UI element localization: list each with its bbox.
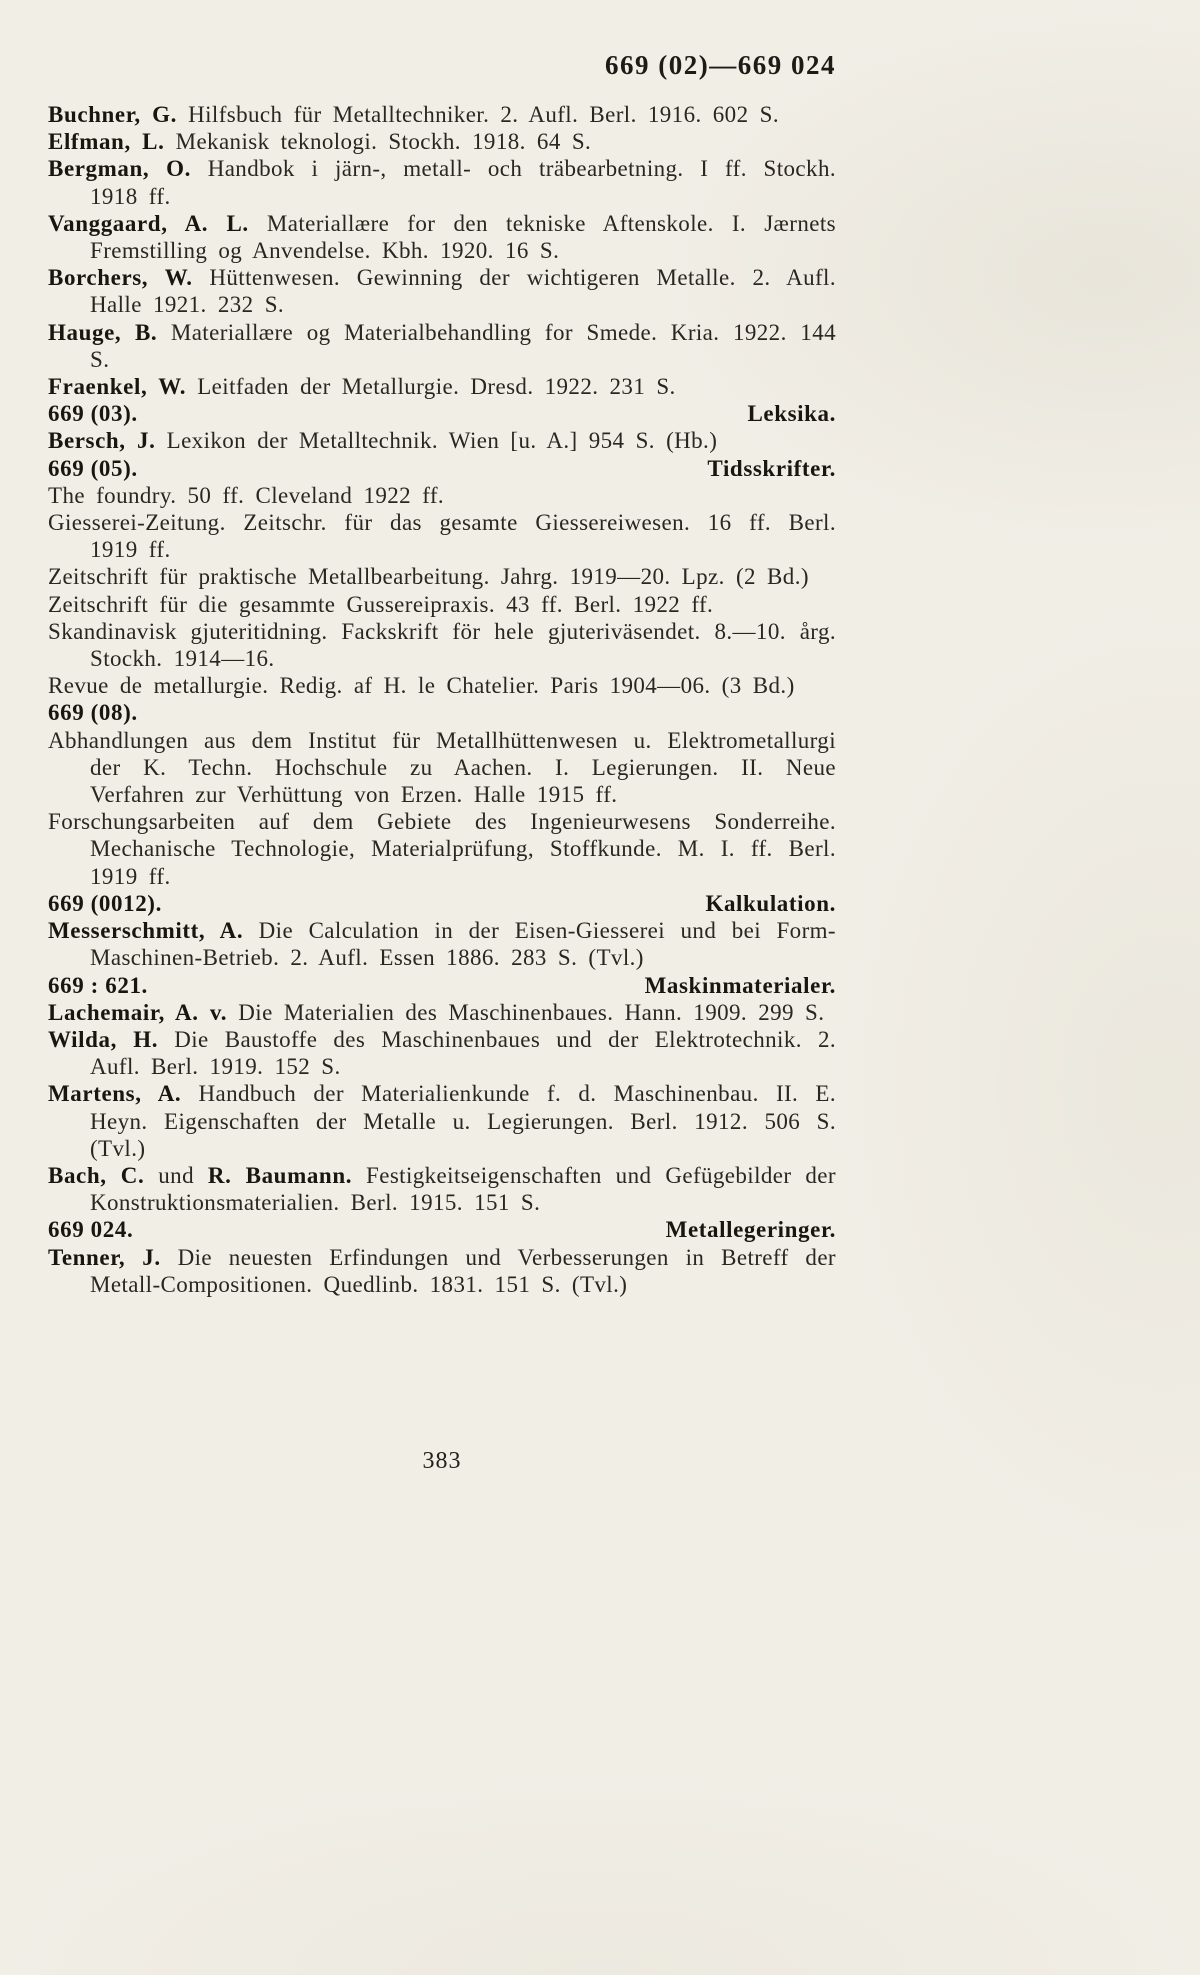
entry-text: Giesserei-Zeitung. Zeitschr. für das gesamte Giessereiwesen. 16 ff. Berl. 1919 ff. [48,510,836,563]
section-heading [48,400,836,427]
entry-text: Hilfsbuch für Metalltechniker. 2. Aufl. Berl. 1916. 602 S. [176,102,779,127]
bibliography-entry [48,591,836,618]
section-number: 669 : 621. [48,972,148,998]
section-number: 669 (05). [48,455,138,481]
bibliography-entry [48,1026,836,1080]
bibliography-entry [48,808,836,890]
entry-text: Zeitschrift für die gesammte Gussereipraxis. 43 ff. Berl. 1922 ff. [48,591,714,617]
entry-author: Buchner, G. [48,102,177,127]
bibliography-entry [48,1244,836,1298]
bibliography-entry [48,101,836,128]
entry-text: Hüttenwesen. Gewinning der wichtigeren Metalle. 2. Aufl. Halle 1921. 232 S. [90,265,836,318]
entry-text: Revue de metallurgie. Redig. af H. le Chatelier. Paris 1904—06. (3 Bd.) [48,673,795,699]
entry-text: Handbok i järn-, metall- och träbearbetning. I ff. Stockh. 1918 ff. [90,156,836,209]
section-number: 669 (0012). [48,890,162,916]
entry-text: Lexikon der Metalltechnik. Wien [u. A.] 954 S. (Hb.) [155,428,718,454]
entry-text: Leitfaden der Metallurgie. Dresd. 1922. 231 S. [186,374,676,400]
entry-author: Bergman, O. [48,156,191,182]
entry-text: Die Baustoffe des Maschinenbaues und der Elektrotechnik. 2. Aufl. Berl. 1919. 152 S. [90,1026,837,1080]
section-number: 669 (03). [48,401,138,427]
entry-author: Wilda, H. [48,1026,159,1052]
entry-author: Borchers, W. [48,265,193,291]
bibliography-entry [48,427,836,454]
entry-author: Messerschmitt, A. [48,918,244,944]
entry-text: Die Materialien des Maschinenbaues. Hann. 1909. 299 S. [227,999,825,1025]
page-number: 383 [422,1448,462,1474]
section-number: 669 (08). [48,700,138,726]
bibliography-entry [48,563,836,590]
section-label: Maskinmaterialer. [644,972,836,998]
entry-text: Abhandlungen aus dem Institut für Metallhüttenwesen u. Elektrometallurgi der K. Techn. Hochschule zu Aachen. I. Legierungen. II. Neue Verfahren zur Verhüttung von Erzen. Halle 1915 ff. [48,727,836,808]
section-heading [48,455,836,482]
entry-text: Handbuch der Materialienkunde f. d. Maschinenbau. II. E. Heyn. Eigenschaften der Metalle u. Legierungen. Berl. 1912. 506 S. (Tvl.) [90,1081,837,1161]
entry-text: Festigkeitseigenschaften und Gefügebilder der Konstruktionsmaterialien. Berl. 1915. 151 S. [90,1162,836,1216]
bibliography-entry [48,128,836,155]
entry-text: Forschungsarbeiten auf dem Gebiete des Ingenieurwesens Sonderreihe. Mechanische Technologie, Materialprüfung, Stoffkunde. M. I. ff. Berl. 1919 ff. [48,809,836,889]
bibliography-entry [48,672,836,699]
section-heading [48,699,836,726]
section-label: Tidsskrifter. [707,455,836,481]
section-heading [48,1216,836,1243]
bibliography-entry [48,1162,836,1216]
section-heading [48,890,836,917]
entry-text: The foundry. 50 ff. Cleveland 1922 ff. [48,482,445,508]
entry-author: Elfman, L. [48,129,165,155]
entry-author: Martens, A. [48,1081,182,1107]
bibliography-list [48,101,836,1298]
entry-author: Fraenkel, W. [48,374,187,400]
entry-text: Zeitschrift für praktische Metallbearbeitung. Jahrg. 1919—20. Lpz. (2 Bd.) [48,564,809,590]
bibliography-entry [48,319,836,373]
bibliography-entry [48,373,836,400]
section-label: Metallegeringer. [665,1217,836,1243]
bibliography-entry [48,999,836,1026]
entry-author: Vanggaard, A. L. [48,210,249,236]
bibliography-entry [48,482,836,509]
entry-author: R. Baumann. [207,1162,353,1188]
bibliography-entry [48,917,836,971]
bibliography-entry [48,155,836,209]
bibliography-entry [48,1080,836,1162]
section-number: 669 024. [48,1217,134,1243]
section-heading [48,972,836,999]
entry-text: Materiallære og Materialbehandling for Smede. Kria. 1922. 144 S. [90,319,836,372]
section-label: Leksika. [747,401,836,427]
section-label: Kalkulation. [705,890,836,916]
bibliography-entry [48,509,836,563]
bibliography-entry [48,264,836,318]
entry-author: Lachemair, A. v. [48,999,228,1025]
entry-author: Hauge, B. [48,319,158,345]
entry-author: Tenner, J. [48,1244,161,1270]
entry-text: Mekanisk teknologi. Stockh. 1918. 64 S. [164,129,592,155]
bibliography-entry [48,618,836,672]
bibliography-entry [48,210,836,264]
entry-text: Skandinavisk gjuteritidning. Fackskrift för hele gjuteriväsendet. 8.—10. årg. Stockh. 1914—16. [48,618,836,672]
running-head-classification: 669 (02)—669 024 [605,50,836,80]
entry-author: Bersch, J. [48,428,156,454]
entry-text: und [144,1162,208,1188]
entry-text: Materiallære for den tekniske Aftenskole. I. Jærnets Fremstilling og Anvendelse. Kbh. 1920. 16 S. [90,210,836,264]
entry-text: Die Calculation in der Eisen-Giesserei und bei Form-Maschinen-Betrieb. 2. Aufl. Essen 1886. 283 S. (Tvl.) [90,918,836,971]
entry-author: Bach, C. [48,1162,145,1188]
bibliography-entry [48,727,836,809]
entry-text: Die neuesten Erfindungen und Verbesserungen in Betreff der Metall-Compositionen. Quedlinb. 1831. 151 S. (Tvl.) [90,1244,836,1297]
